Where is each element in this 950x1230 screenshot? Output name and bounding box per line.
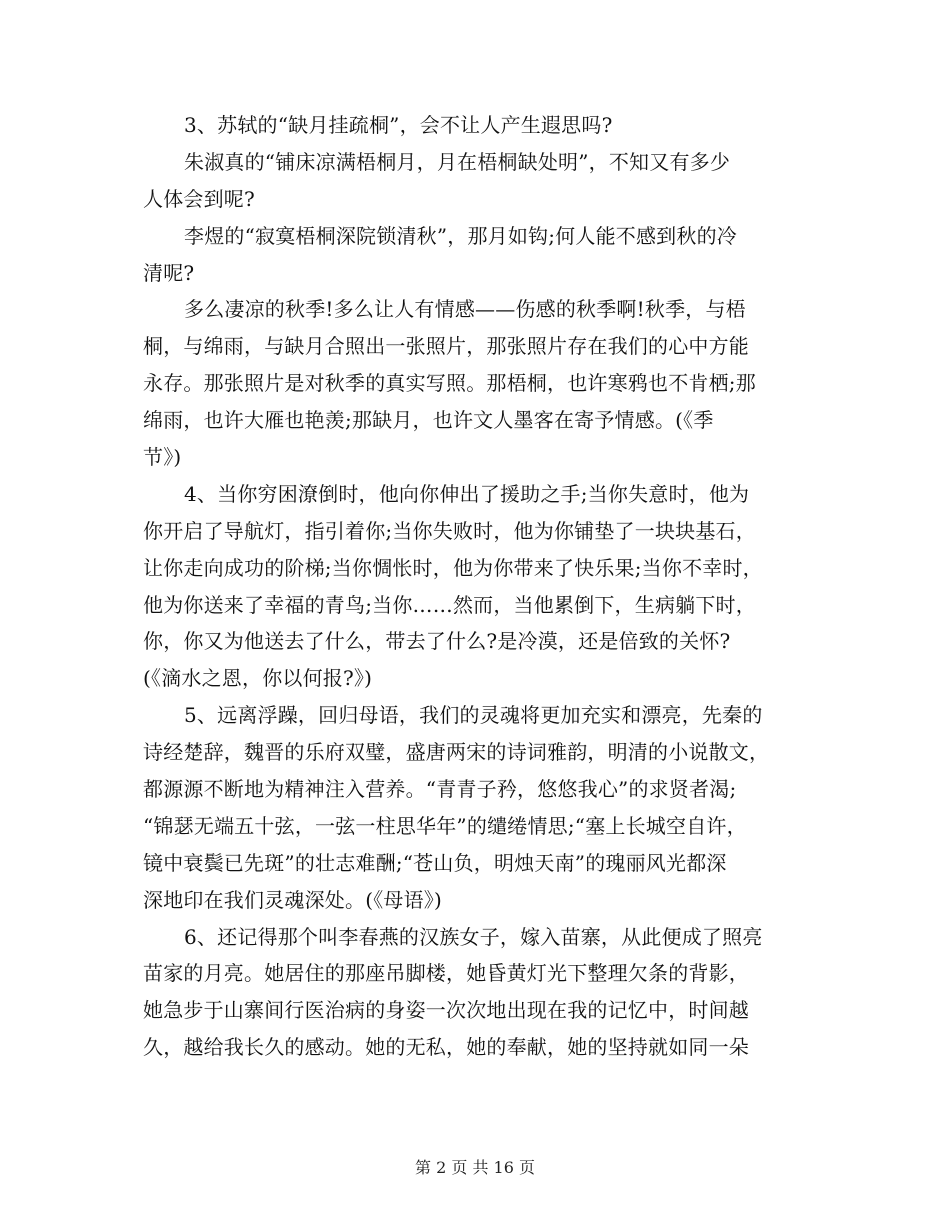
text-line: (《滴水之恩，你以何报?》) [143,666,373,691]
document-body [143,107,811,1066]
text-line: 深地印在我们灵魂深处。(《母语》) [143,887,443,912]
text-line: 清呢? [143,260,195,285]
text-line: “锦瑟无端五十弦，一弦一柱思华年”的缱绻情思;“塞上长城空自许， [143,813,747,838]
text-line: 你，你又为他送去了什么，带去了什么?是冷漠，还是倍致的关怀? [143,629,731,654]
text-line: 朱淑真的“铺床凉满梧桐月，月在梧桐缺处明”，不知又有多少 [184,149,731,174]
text-line: 都源源不断地为精神注入营养。“青青子矜，悠悠我心”的求贤者渴; [143,777,737,802]
text-line: 永存。那张照片是对秋季的真实写照。那梧桐，也许寒鸦也不肯栖;那 [143,371,756,396]
text-line: 绵雨，也许大雁也艳羡;那缺月，也许文人墨客在寄予情感。(《季 [143,408,714,433]
text-line: 4、当你穷困潦倒时，他向你伸出了援助之手;当你失意时，他为 [184,481,750,506]
text-line: 人体会到呢? [143,186,255,211]
text-line: 3、苏轼的“缺月挂疏桐”，会不让人产生遐思吗? [184,113,613,137]
page-number-footer: 第 2 页 共 16 页 [415,1158,535,1177]
text-line: 桐，与绵雨，与缺月合照出一张照片，那张照片存在我们的心中方能 [143,334,749,359]
text-line: 镜中衰鬓已先斑”的壮志难酬;“苍山负，明烛天南”的瑰丽风光都深 [143,850,727,875]
text-line: 李煜的“寂寞梧桐深院锁清秋”，那月如钩;何人能不感到秋的冷 [184,223,737,248]
text-line: 他为你送来了幸福的青鸟;当你……然而，当他累倒下，生病躺下时， [143,592,756,617]
text-line: 5、远离浮躁，回归母语，我们的灵魂将更加充实和漂亮，先秦的 [184,703,763,728]
text-line: 她急步于山寨间行医治病的身姿一次次地出现在我的记忆中，时间越 [143,998,749,1023]
text-line: 多么凄凉的秋季!多么让人有情感——伤感的秋季啊!秋季，与梧 [184,297,746,322]
text-line: 久，越给我长久的感动。她的无私，她的奉献，她的坚持就如同一朵 [143,1035,749,1060]
text-line: 节》) [143,445,182,470]
text-line: 苗家的月亮。她居住的那座吊脚楼，她昏黄灯光下整理欠条的背影， [143,961,749,986]
text-line: 让你走向成功的阶梯;当你惆怅时，他为你带来了快乐果;当你不幸时， [143,555,763,580]
text-line: 诗经楚辞，魏晋的乐府双璧，盛唐两宋的诗词雅韵，明清的小说散文， [143,740,770,765]
text-line: 6、还记得那个叫李春燕的汉族女子，嫁入苗寨，从此便成了照亮 [184,924,763,949]
text-line: 你开启了导航灯，指引着你;当你失败时，他为你铺垫了一块块基石， [143,518,756,543]
